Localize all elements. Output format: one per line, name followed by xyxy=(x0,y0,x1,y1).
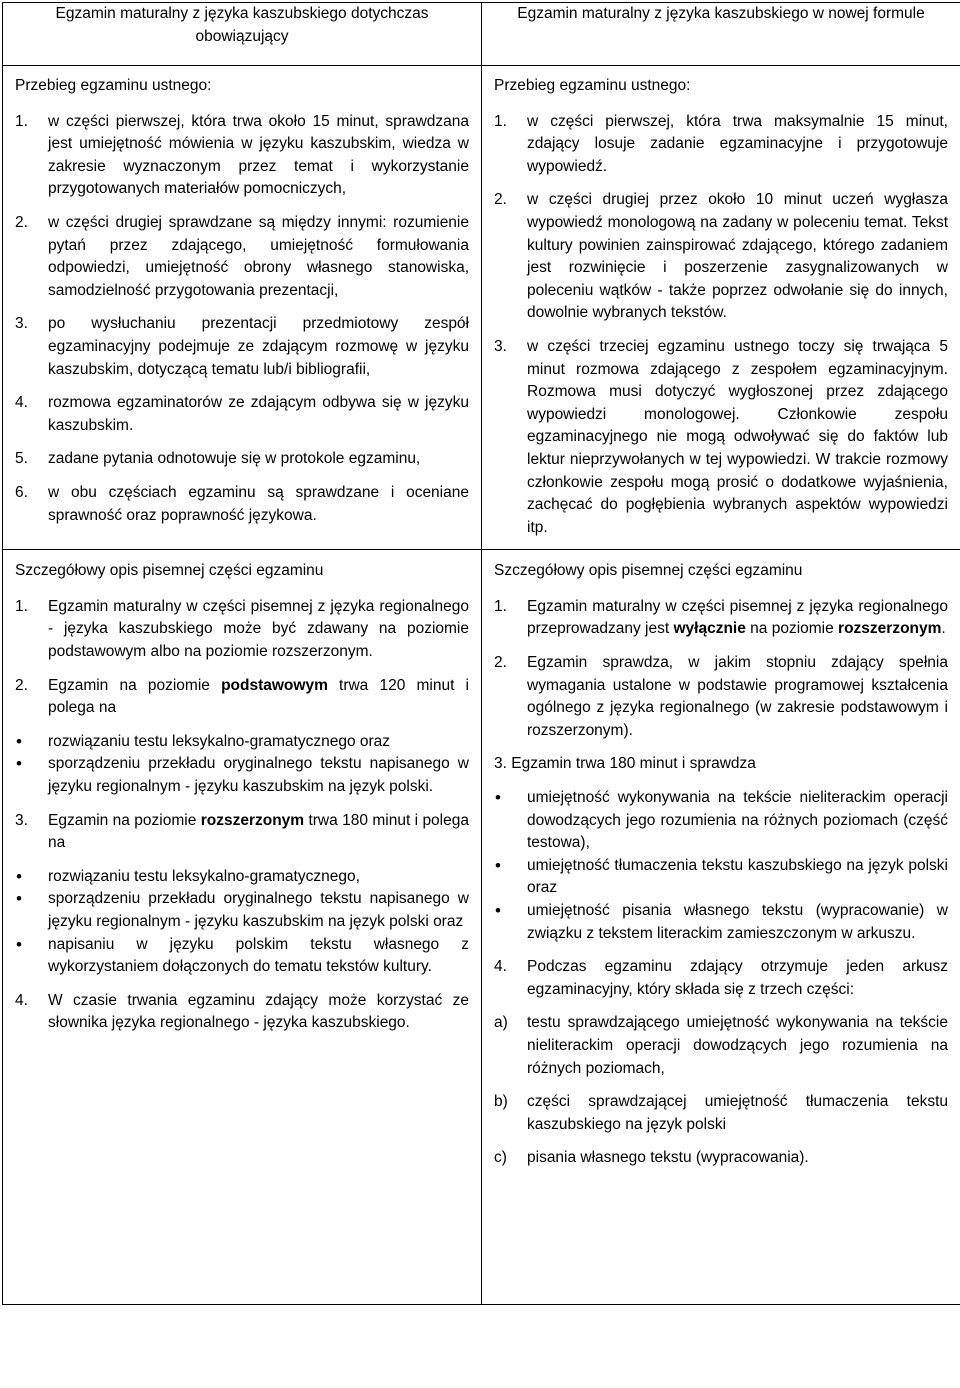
comparison-table xyxy=(2,2,960,1305)
list-item: 2. w części drugiej sprawdzane są między innymi: rozumienie pytań przez zdającego, umiejętność formułowania odpowiedzi, umiejętność obrony własnego stanowiska, samodzielność przygotowania prezentacji, xyxy=(15,213,469,299)
left-oral-heading: Przebieg egzaminu ustnego: xyxy=(15,77,212,94)
left-written-item-4: 4. W czasie trwania egzaminu zdający może korzystać ze słownika języka regionalnego - języka kaszubskiego. xyxy=(15,991,469,1032)
bullet-item: • umiejętność pisania własnego tekstu (wypracowanie) w związku z tekstem literackim zamieszczonym w arkuszu. xyxy=(494,900,948,945)
list-item: 3. w części trzeciej egzaminu ustnego toczy się trwająca 5 minut rozmowa zdającego z zespołem egzaminacyjnym. Rozmowa musi dotyczyć wygłoszonej przez zdającego wypowiedzi monologowej. Członkowie zespołu egzaminacyjnego nie mogą odwoływać się do faktów lub lektur nieprzywołanych w tej wypowiedzi. W trakcie rozmowy członkowie zespołu mogą prosić o dodatkowe wyjaśnienia, zachęcać do pogłębienia wybranych aspektów wypowiedzi itp. xyxy=(494,337,948,536)
list-item: 1. w części pierwszej, która trwa około 15 minut, sprawdzana jest umiejętność mówienia w języku kaszubskim, wiedza w zakresie wyznaczonym przez temat i wykorzystanie przygotowanych materiałów pomocniczych, xyxy=(15,112,469,198)
left-column-header: Egzamin maturalny z języka kaszubskiego dotychczas obowiązujący xyxy=(3,3,482,66)
header-row xyxy=(3,3,960,66)
left-written-item-1: 1. Egzamin maturalny w części pisemnej z języka regionalnego - języka kaszubskiego może być zdawany na poziomie podstawowym albo na poziomie rozszerzonym. xyxy=(15,597,469,661)
left-oral-list xyxy=(15,111,469,528)
left-oral-cell xyxy=(3,66,482,550)
right-oral-heading: Przebieg egzaminu ustnego: xyxy=(494,77,691,94)
bullet-item: • rozwiązaniu testu leksykalno-gramatycznego oraz xyxy=(15,731,469,754)
written-row xyxy=(3,550,960,1305)
right-written-cell xyxy=(482,550,960,1305)
left-written-item-3: 3. Egzamin na poziomie rozszerzonym trwa 180 minut i polega na xyxy=(15,811,469,852)
right-written-part-a: a) testu sprawdzającego umiejętność wykonywania na tekście nieliterackim operacji dowodzących jego rozumienia na różnych poziomach, xyxy=(494,1014,948,1077)
right-oral-cell xyxy=(482,66,960,550)
right-written-item-3: 3. Egzamin trwa 180 minut i sprawdza xyxy=(494,755,756,773)
list-item: 4. rozmowa egzaminatorów ze zdającym odbywa się w języku kaszubskim. xyxy=(15,394,469,434)
left-written-item-2: 2. Egzamin na poziomie podstawowym trwa 120 minut i polega na xyxy=(15,676,469,717)
right-written-item-3-bullets xyxy=(494,787,948,945)
list-item: 3. po wysłuchaniu prezentacji przedmiotowy zespół egzaminacyjny podejmuje ze zdającym rozmowę w języku kaszubskim, dotyczącą tematu lub/i bibliografii, xyxy=(15,315,469,378)
right-column-header: Egzamin maturalny z języka kaszubskiego w nowej formule xyxy=(482,3,960,66)
list-item: 5. zadane pytania odnotowuje się w protokole egzaminu, xyxy=(15,450,421,468)
right-written-heading: Szczegółowy opis pisemnej części egzaminu xyxy=(494,562,803,580)
left-written-heading: Szczegółowy opis pisemnej części egzaminu xyxy=(15,562,324,580)
right-written-item-1: 1. Egzamin maturalny w części pisemnej z języka regionalnego przeprowadzany jest wyłącznie na poziomie rozszerzonym. xyxy=(494,597,948,638)
bullet-item: • rozwiązaniu testu leksykalno-gramatycznego, xyxy=(15,866,469,889)
bullet-item: • napisaniu w języku polskim tekstu własnego z wykorzystaniem dołączonych do tematu tekstów kultury. xyxy=(15,934,469,979)
right-written-item-4: 4. Podczas egzaminu zdający otrzymuje jeden arkusz egzaminacyjny, który składa się z trzech części: xyxy=(494,958,948,998)
list-item: 6. w obu częściach egzaminu są sprawdzane i oceniane sprawność oraz poprawność językowa. xyxy=(15,483,469,524)
left-written-cell xyxy=(3,550,482,1305)
list-item: 2. w części drugiej przez około 10 minut uczeń wygłasza wypowiedź monologową na zadany w poleceniu temat. Tekst kultury powinien zainspirować zdającego, którego zadaniem jest rozwinięcie i poszerzenie zasygnalizowanych w poleceniu wątków - także poprzez odwołanie się do innych, dowolnie wybranych tekstów. xyxy=(494,191,948,322)
bullet-item: • sporządzeniu przekładu oryginalnego tekstu napisanego w języku regionalnym - języku kaszubskim na język polski oraz xyxy=(15,888,469,933)
list-item: 1. w części pierwszej, która trwa maksymalnie 15 minut, zdający losuje zadanie egzaminacyjne i przygotowuje wypowiedź. xyxy=(494,112,948,175)
right-oral-list xyxy=(494,111,948,540)
left-written-item-3-bullets xyxy=(15,866,469,979)
bullet-item: • umiejętność wykonywania na tekście nieliterackim operacji dowodzących jego rozumienia na różnych poziomach (część testowa), xyxy=(494,787,948,855)
bullet-item: • sporządzeniu przekładu oryginalnego tekstu napisanego w języku regionalnym - języku kaszubskim na język polski. xyxy=(15,753,469,798)
right-written-part-b: b) części sprawdzającej umiejętność tłumaczenia tekstu kaszubskiego na język polski xyxy=(494,1093,948,1133)
oral-row xyxy=(3,66,960,550)
right-written-part-c: c) pisania własnego tekstu (wypracowania). xyxy=(494,1149,809,1167)
right-written-item-2: 2. Egzamin sprawdza, w jakim stopniu zdający spełnia wymagania ustalone w podstawie programowej kształcenia ogólnego z języka regionalnego (w zakresie podstawowym i rozszerzonym). xyxy=(494,654,948,739)
bullet-item: • umiejętność tłumaczenia tekstu kaszubskiego na język polski oraz xyxy=(494,855,948,900)
left-written-item-2-bullets xyxy=(15,731,469,799)
